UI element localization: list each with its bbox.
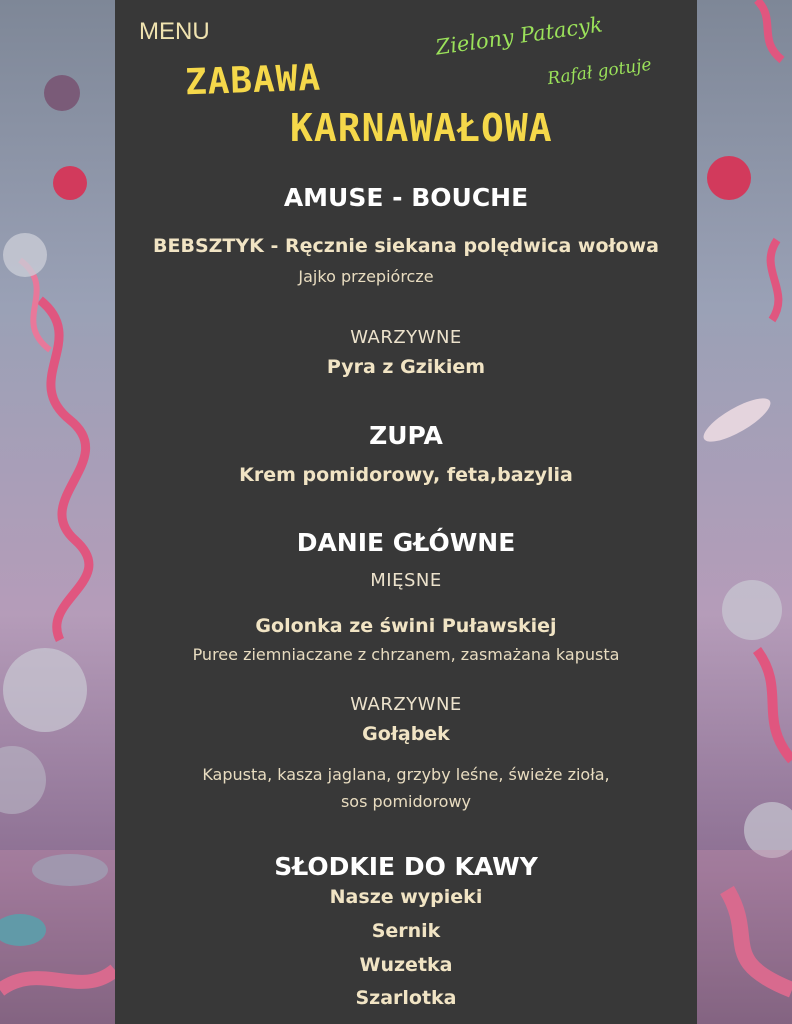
section-heading-main: DANIE GŁÓWNE (296, 528, 516, 557)
left-decoration (0, 0, 115, 1024)
confetti-ribbons-illustration (0, 0, 115, 1024)
title-line-2: KARNAWAŁOWA (290, 106, 553, 150)
dessert-item: Szarlotka (355, 987, 457, 1009)
dish-golabek-description-line-1: Kapusta, kasza jaglana, grzyby leśne, świeże zioła, (202, 765, 610, 784)
dish-pyra: Pyra z Gzikiem (326, 356, 486, 378)
logo-line-1: Zielony Patacyk (434, 12, 605, 60)
dish-golabek: Gołąbek (362, 723, 450, 745)
logo-line-2: Rafał gotuje (546, 54, 653, 90)
dish-golonka-description: Puree ziemniaczane z chrzanem, zasmażana kapusta (192, 645, 620, 664)
right-decoration (697, 0, 792, 1024)
title-line-1: ZABAWA (184, 57, 322, 104)
category-label-veg-main: WARZYWNE (350, 694, 462, 715)
category-label-veg: WARZYWNE (350, 327, 462, 348)
dish-bebsztyk-description: Jajko przepiórcze (298, 267, 434, 286)
dessert-item: Sernik (371, 920, 441, 942)
dessert-item: Wuzetka (359, 954, 453, 976)
confetti-ribbons-illustration (697, 0, 792, 1024)
dessert-item: Nasze wypieki (329, 886, 483, 908)
category-label-meat: MIĘSNE (370, 570, 442, 591)
dish-bebsztyk: BEBSZTYK - Ręcznie siekana polędwica wołowa (153, 235, 659, 257)
menu-label: MENU (139, 18, 210, 45)
section-heading-dessert: SŁODKIE DO KAWY (274, 852, 538, 881)
menu-panel (115, 0, 697, 1024)
section-heading-soup: ZUPA (369, 421, 443, 450)
dish-golonka: Golonka ze świni Puławskiej (255, 615, 557, 637)
dish-golabek-description-line-2: sos pomidorowy (340, 792, 472, 811)
section-heading-amuse: AMUSE - BOUCHE (283, 183, 529, 212)
dish-soup: Krem pomidorowy, feta,bazylia (239, 464, 573, 486)
